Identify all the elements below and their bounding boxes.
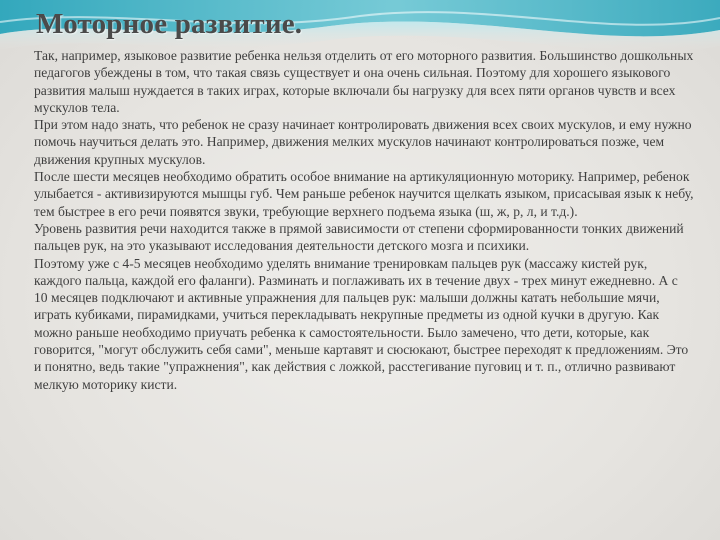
body-text — [34, 47, 694, 393]
paragraph-muscle-control: При этом надо знать, что ребенок не сразу начинает контролировать движения всех своих мускулов, и ему нужно помочь научиться делать это. Например, движения мелких мускулов начинают контролироваться позже, чем движения крупных мускулов. — [34, 117, 692, 167]
paragraph-articulation: После шести месяцев необходимо обратить особое внимание на артикуляционную моторику. Например, ребенок улыбается - активизируются мышцы губ. Чем раньше ребенок научится щелкать языком, присасывая язык к небу, тем быстрее в его речи появятся звуки, требующие верхнего подъема языка (ш, ж, р, л, и т.д.). — [34, 169, 694, 219]
page-title: Моторное развитие. — [36, 8, 303, 40]
paragraph-finger-training: Поэтому уже с 4-5 месяцев необходимо уделять внимание тренировкам пальцев рук (массажу кистей рук, каждого пальца, каждой его фаланги). Разминать и поглаживать их в течение двух - трех минут ежедневно. А с 10 месяцев подключают и активные упражнения для пальцев рук: малыши должны катать небольшие мячи, играть кубиками, пирамидками, учиться перекладывать некрупные предметы из одной кучки в другую. Как можно раньше необходимо приучать ребенка к самостоятельности. Было замечено, что дети, которые, как говорится, "могут обслужить себя сами", меньше картавят и сюсюкают, быстрее переходят к предложениям. Это и понятно, ведь такие "упражнения", как действия с ложкой, расстегивание пуговиц и т. п., отлично развивают мелкую моторику кисти. — [34, 255, 689, 392]
paragraph-fine-motor: Уровень развития речи находится также в прямой зависимости от степени сформированности тонких движений пальцев рук, на это указывают исследования деятельности детского мозга и психики. — [34, 220, 684, 254]
paragraph-motor-link: Так, например, языковое развитие ребенка нельзя отделить от его моторного развития. Большинство дошкольных педагогов убеждены в том, что такая связь существует и она очень сильная. Поэтому для хорошего языкового развития малыш нуждается в таких играх, которые включали бы нагрузку для всех пяти органов чувств и всех мускулов тела. — [34, 48, 694, 115]
